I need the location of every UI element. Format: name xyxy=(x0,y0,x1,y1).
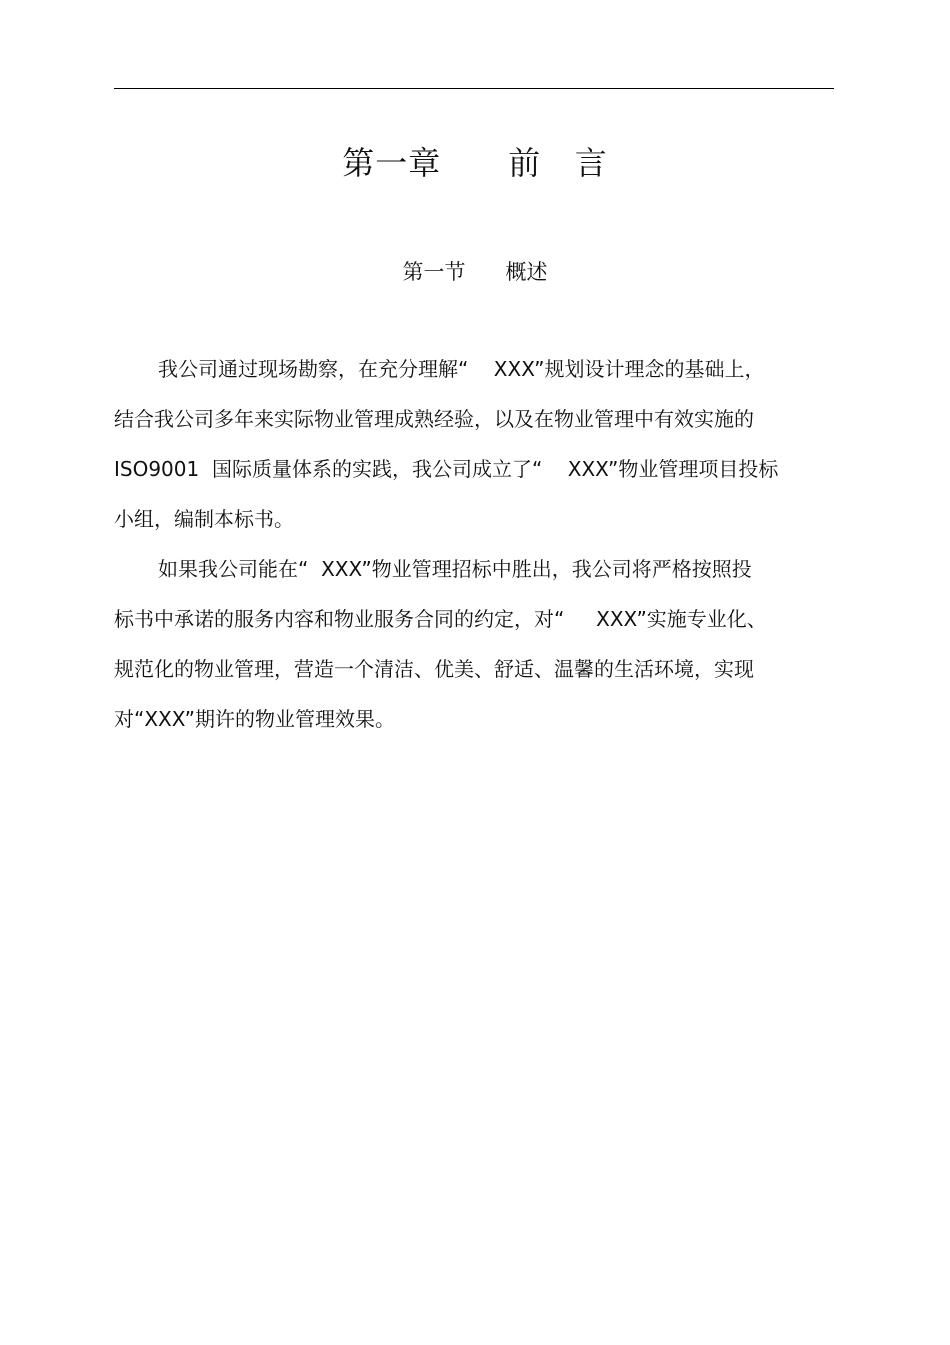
paragraph-line: 如果我公司能在“ XXX”物业管理招标中胜出，我公司将严格按照投 xyxy=(158,557,752,581)
paragraph-line: 小组，编制本标书。 xyxy=(114,507,294,531)
paragraph-line: 规范化的物业管理，营造一个清洁、优美、舒适、温馨的生活环境，实现 xyxy=(114,657,754,681)
paragraph-line: ISO9001 国际质量体系的实践，我公司成立了“ XXX”物业管理项目投标 xyxy=(114,457,779,481)
header-rule xyxy=(114,88,834,89)
chapter-title: 第一章 前 言 xyxy=(342,144,608,182)
paragraph-line: 结合我公司多年来实际物业管理成熟经验，以及在物业管理中有效实施的 xyxy=(114,407,754,431)
paragraph-line: 我公司通过现场勘察，在充分理解“ XXX”规划设计理念的基础上， xyxy=(158,357,765,381)
paragraph-line: 对“XXX”期许的物业管理效果。 xyxy=(114,707,396,731)
paragraph-line: 标书中承诺的服务内容和物业服务合同的约定，对“ XXX”实施专业化、 xyxy=(114,607,767,631)
section-title: 第一节 概述 xyxy=(402,260,548,284)
